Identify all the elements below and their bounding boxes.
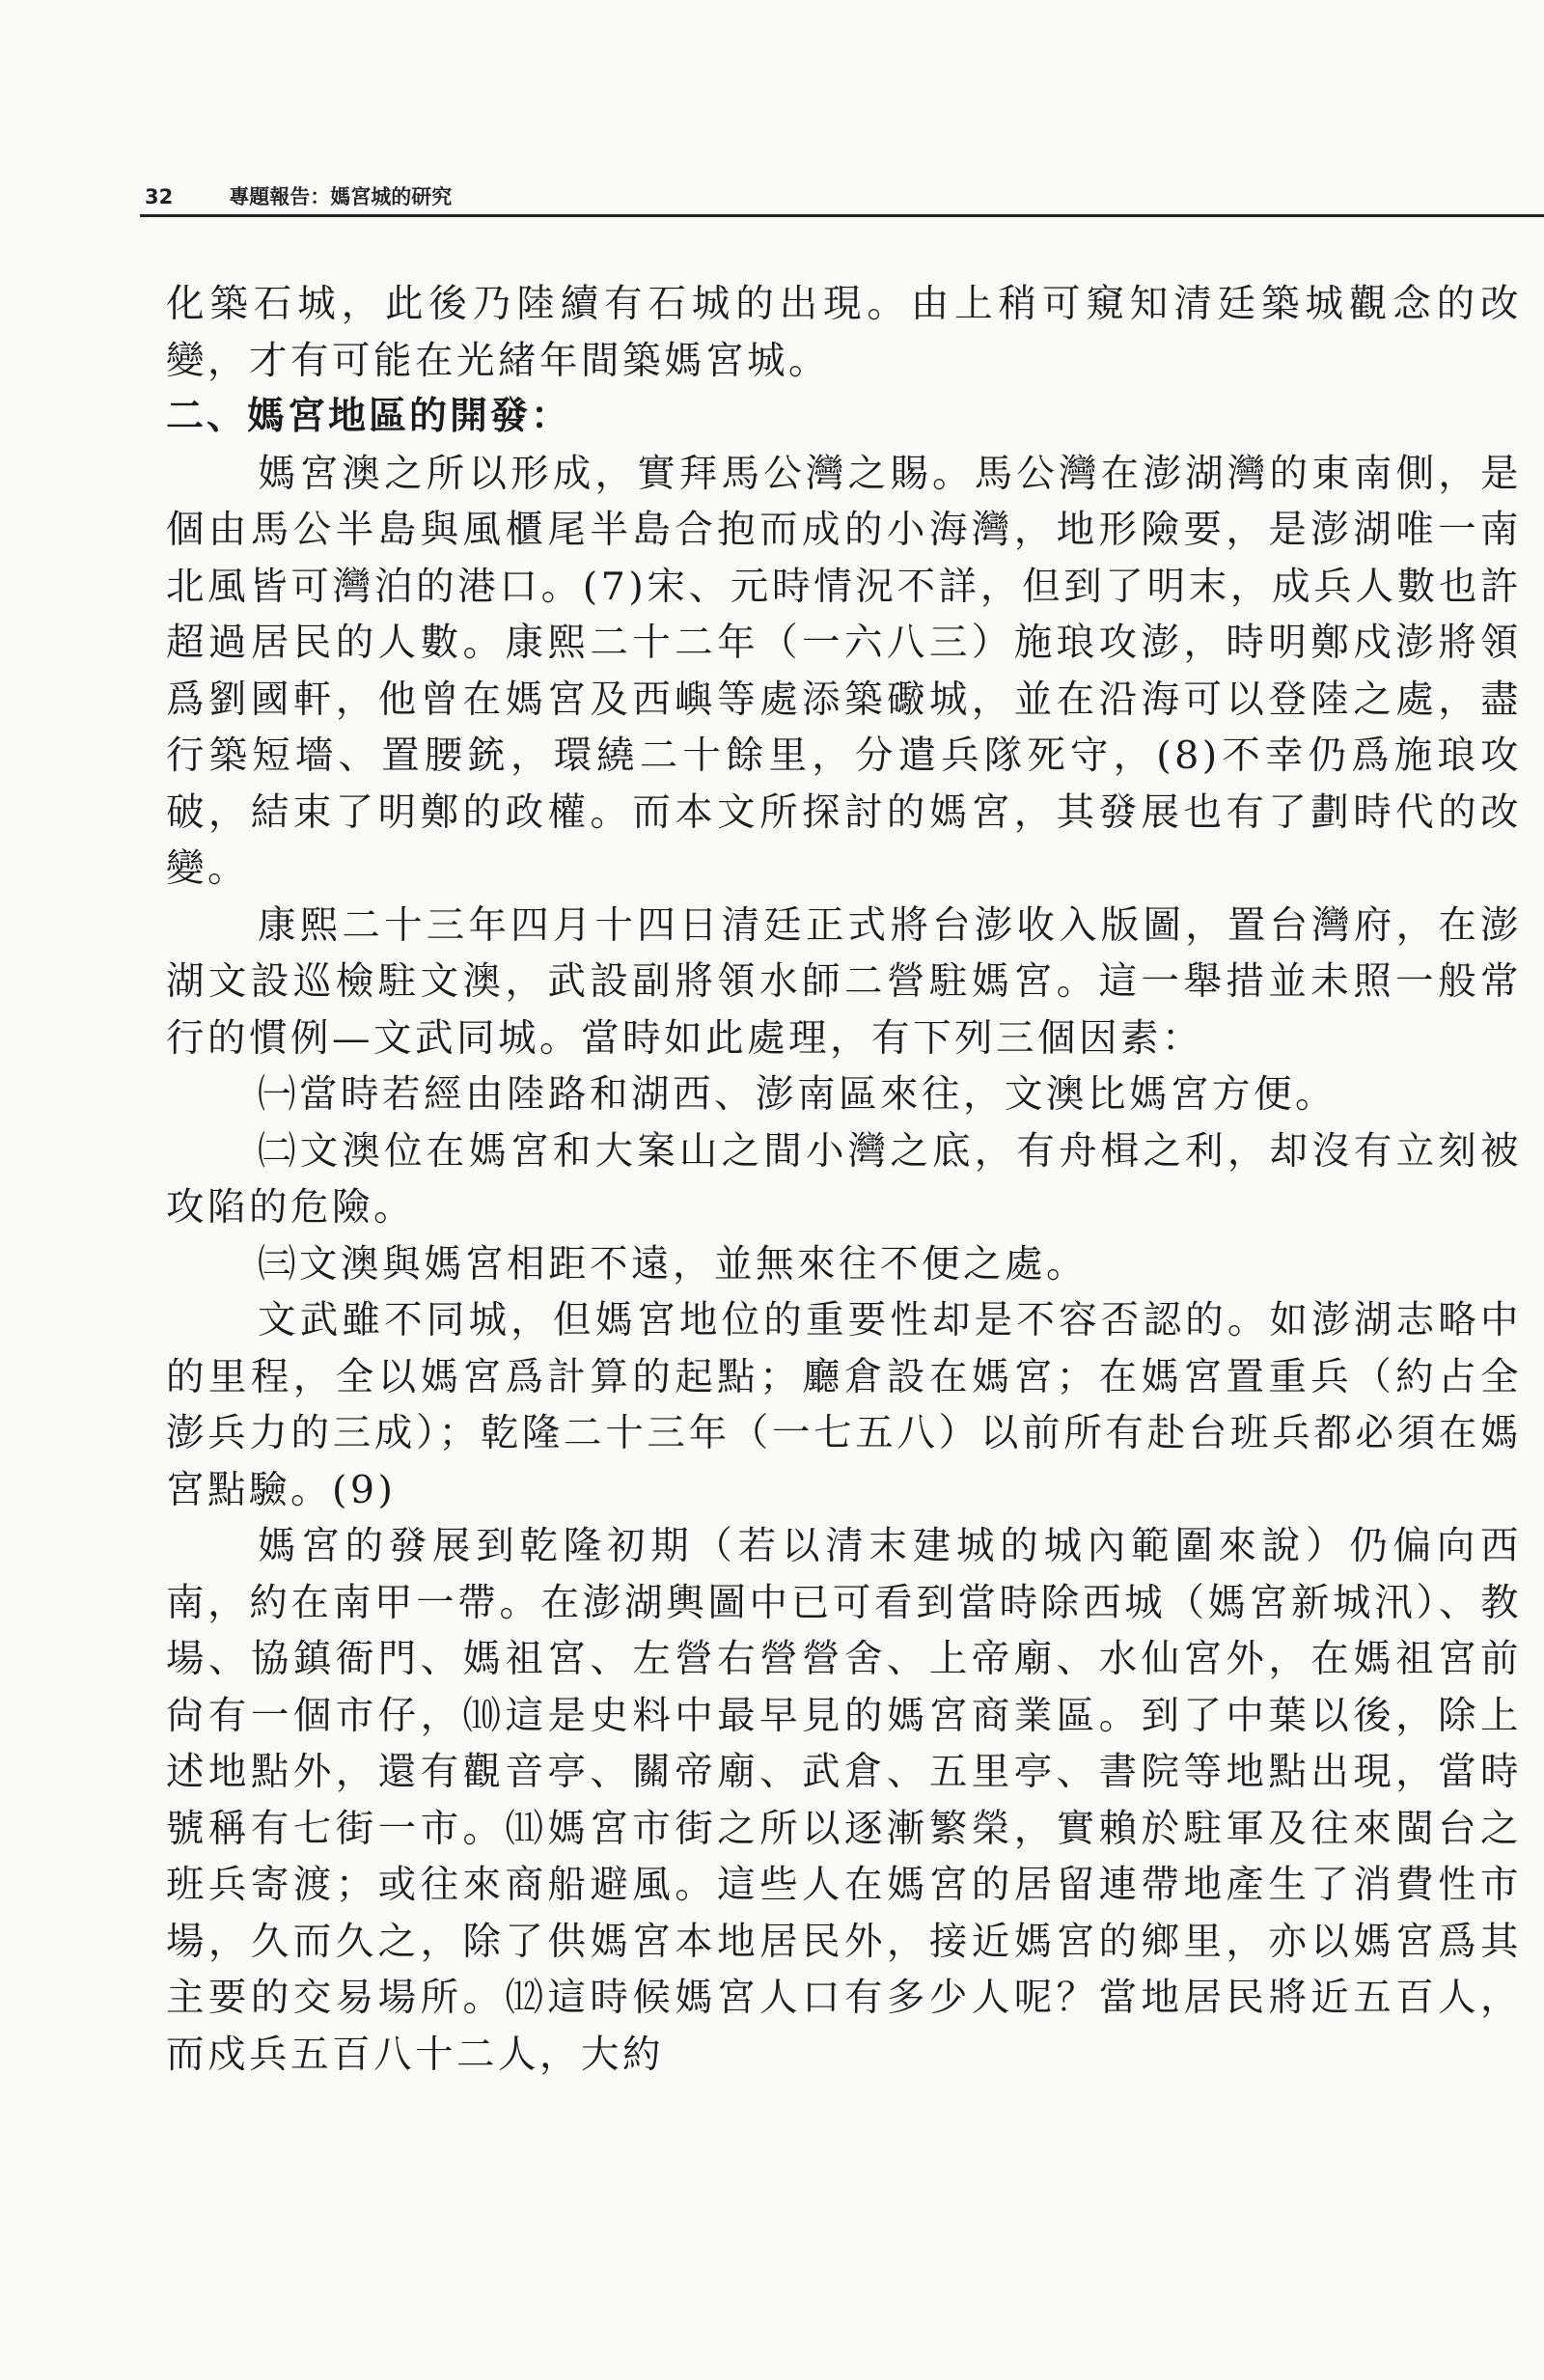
paragraph-3: 文武雖不同城，但媽宮地位的重要性却是不容否認的。如澎湖志略中的里程，全以媽宮爲計算的起點；廳倉設在媽宮；在媽宮置重兵（約占全澎兵力的三成）；乾隆二十三年（一七五八）以前所有赴台班兵都必須在媽宮點驗。(9) xyxy=(166,1298,1522,1512)
header-rule xyxy=(140,214,1544,217)
list-item-1: ㈠當時若經由陸路和湖西、澎南區來往，文澳比媽宮方便。 xyxy=(258,1072,1337,1117)
list-item-2: ㈡文澳位在媽宮和大案山之間小灣之底，有舟楫之利，却沒有立刻被攻陷的危險。 xyxy=(166,1128,1522,1230)
list-item-3: ㈢文澳與媽宮相距不遠，並無來往不便之處。 xyxy=(258,1241,1088,1287)
running-header xyxy=(145,181,452,210)
paragraph-4: 媽宮的發展到乾隆初期（若以清末建城的城內範圍來說）仍偏向西南，約在南甲一帶。在澎湖輿圖中已可看到當時除西城（媽宮新城汛）、教場、協鎮衙門、媽祖宮、左營右營營舍、上帝廟、水仙宮外，在媽祖宮前尙有一個市仔，⑽這是史料中最早見的媽宮商業區。到了中葉以後，除上述地點外，還有觀音亭、關帝廟、武倉、五里亭、書院等地點出現，當時號稱有七街一市。⑾媽宮市街之所以逐漸繁榮，實賴於駐軍及往來閩台之班兵寄渡；或往來商船避風。這些人在媽宮的居留連帶地產生了消費性市場，久而久之，除了供媽宮本地居民外，接近媽宮的鄉里，亦以媽宮爲其主要的交易場所。⑿這時候媽宮人口有多少人呢？當地居民將近五百人，而戍兵五百八十二人，大約 xyxy=(166,1524,1522,2077)
running-title: 專題報告：媽宮城的研究 xyxy=(229,185,453,208)
paragraph-2: 康熙二十三年四月十四日清廷正式將台澎收入版圖，置台灣府，在澎湖文設巡檢駐文澳，武設副將領水師二營駐媽宮。這一舉措並未照一般常行的慣例—文武同城。當時如此處理，有下列三個因素： xyxy=(166,902,1522,1061)
paragraph-continued: 化築石城，此後乃陸續有石城的出現。由上稍可窺知清廷築城觀念的改變，才有可能在光緒年間築媽宮城。 xyxy=(166,282,1522,383)
body-text xyxy=(166,276,1522,2083)
section-heading: 二、媽宮地區的開發： xyxy=(166,395,572,438)
page-number: 32 xyxy=(145,185,174,208)
paragraph-1: 媽宮澳之所以形成，實拜馬公灣之賜。馬公灣在澎湖灣的東南側，是個由馬公半島與風櫃尾半島合抱而成的小海灣，地形險要，是澎湖唯一南北風皆可灣泊的港口。(7)宋、元時情況不詳，但到了明末，成兵人數也許超過居民的人數。康熙二十二年（一六八三）施琅攻澎，時明鄭戍澎將領爲劉國軒，他曾在媽宮及西嶼等處添築礮城，並在沿海可以登陸之處，盡行築短墻、置腰銃，環繞二十餘里，分遣兵隊死守，(8)不幸仍爲施琅攻破，結束了明鄭的政權。而本文所探討的媽宮，其發展也有了劃時代的改變。 xyxy=(166,451,1522,891)
